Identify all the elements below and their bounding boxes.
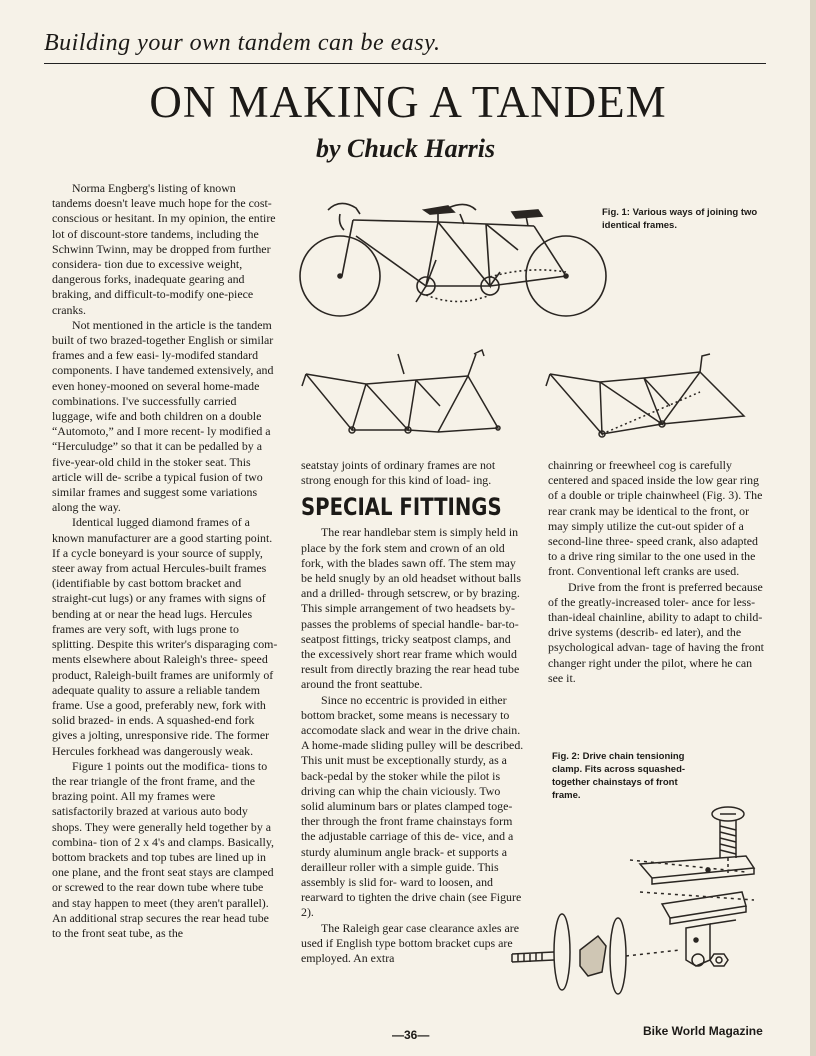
paragraph: seatstay joints of ordinary frames are not strong enough for this kind of load- ing. (301, 458, 496, 488)
tandem-bicycle-drawing (298, 190, 610, 340)
kicker: Building your own tandem can be easy. (44, 30, 441, 56)
article-column-3 (548, 458, 770, 686)
paragraph: Drive from the front is preferred because of the greatly-increased toler- ance for less-than-ideal chainline, ability to adapt to child-drive systems (describ- ed later), and the psychological advan- tage of having the front changer right under the pilot, where he can see it. (548, 579, 764, 685)
page-title: ON MAKING A TANDEM (149, 77, 667, 127)
paragraph: Since no eccentric is provided in either bottom bracket, some means is necessary to accomodate slack and wear in the drive chain. A home-made sliding pulley will be described. This unit must be exceptionally sturdy, as a back-pedal by the stoker while the pilot is driving can whip the chain viciously. Two solid aluminum bars or plates clamped toge- ther through the front frame chainstays form the adjustable carriage of this de- vice, and a sturdy aluminum angle brack- et supports a derailleur roller with a simple guide. This assembly is slid for- ward to loosen, and rearward to tighten the drive chain (see Figure 2). (301, 692, 524, 920)
paragraph: chainring or freewheel cog is carefully centered and spaced inside the low gear ring of a double or triple chainwheel (Fig. 3). The rear crank may be identical to the front, or may simply utilize the cut-out spider of a second-line three- speed crank, also adapted to a drive ring similar to the one used in the front. Conventional left cranks are used. (548, 458, 763, 579)
paragraph: The Raleigh gear case clearance axles are used if English type bottom bracket cups are employed. An extra (301, 920, 520, 966)
paragraph: The rear handlebar stem is simply held in place by the fork stem and crown of an old fork, with the blades sawn off. The stem may be held snugly by an old headset without balls and a drilled- through setscrew, or by brazing. This simple arrangement of two headsets by- passes the problems of special handle- bar-to-seatpost fittings, tricky seatpost clamps, and the excessively short rear frame which would result from directly brazing the rear head tube around the front seattube. (301, 525, 521, 692)
article-column-2 (301, 458, 525, 966)
paragraph: Not mentioned in the article is the tandem built of two brazed-together English or similar frames and a few easi- ly-modifed standard components. I have tandemed extensively, and even honey-mooned on several home-made combinations. I've successfully carried luggage, wife and both children on a double “Automoto,” and I more recent- ly modified a “Herculudge” so that it can be pedalled by a five-year-old child in the stoker seat. This article will de- scribe a typical fusion of two similar frames and suggest some variations along the way. (52, 317, 274, 515)
page-edge (810, 0, 816, 1056)
paragraph: Identical lugged diamond frames of a known manufacturer are a good starting point. If a cycle boneyard is your source of supply, steer away from actual Hercules-built frames (identifiable by cast bottom bracket and straight-cut lugs) or any frames with signs of bending at or near the head lugs. Hercules frames are very soft, with lugs prone to splitting. Despite this writer's disparaging com- ments elsewhere about Raleigh's three- speed product, Raleigh-built frames are uniformly of adequate quality to assure a reliable tandem frame. Use a good, preferably new, fork with solid brazed- in ends. A squashed-end fork gives a jolting, unresponsive ride. The former Hercules forkhead was dangerously weak. (52, 515, 278, 758)
joined-frames-drawing (540, 352, 758, 444)
header-rule (44, 63, 766, 64)
magazine-name: Bike World Magazine (643, 1024, 763, 1038)
paragraph: Figure 1 points out the modifica- tions to the rear triangle of the front frame, and the brazing point. All my frames were satisfactorily brazed at various auto body shops. They were generally held together by a combina- tion of 2 x 4's and clamps. Basically, bottom brackets and top tubes are lined up in one plane, and the front seat stays are clamped or screwed to the rear down tube where tube and stay happen to meet (they aren't parallel). An additional strap secures the rear head tube to the front seat tube, as the (52, 758, 274, 940)
joined-frames-drawing (298, 346, 532, 452)
page-number: —36— (392, 1028, 430, 1042)
section-heading: SPECIAL FITTINGS (301, 493, 502, 522)
paragraph: Norma Engberg's listing of known tandems doesn't leave much hope for the cost-conscious or hesitant. In my opinion, the entire lot of discount-store tandems, including the Schwinn Twinn, may be dropped from further considera- tion due to excessive weight, dangerous forks, inadequate gearing and braking, and difficult-to-modify one-piece cranks. (52, 181, 276, 317)
figure-1-caption: Fig. 1: Various ways of joining two identical frames. (602, 207, 758, 231)
figure-2-caption: Fig. 2: Drive chain tensioning clamp. Fits across squashed-together chainstays of front frame. (552, 751, 686, 801)
chain-tensioner-exploded-drawing (510, 800, 772, 1012)
article-column-1 (52, 181, 278, 941)
byline: by Chuck Harris (316, 134, 496, 163)
